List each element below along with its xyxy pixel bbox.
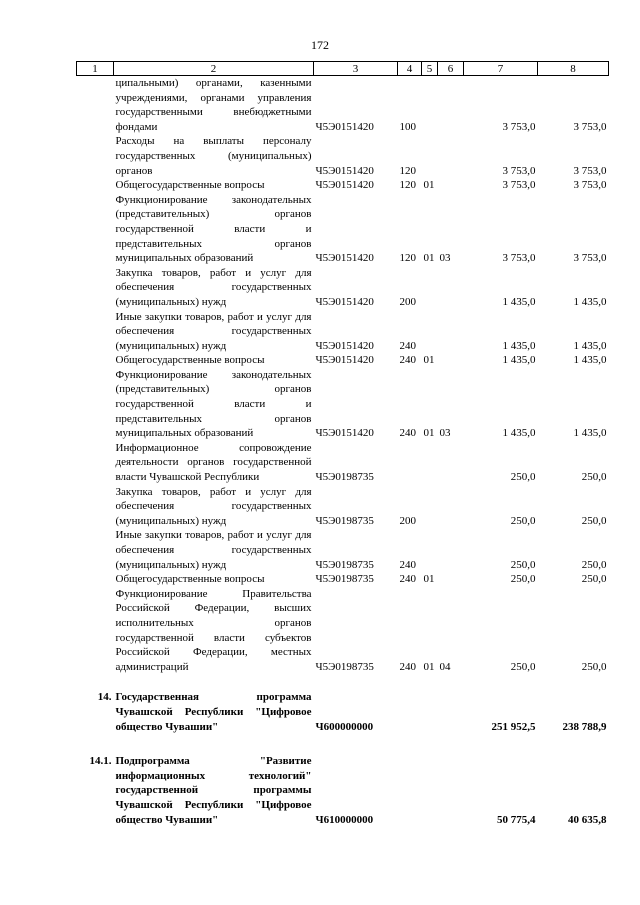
cell-v1: 3 753,0	[502, 252, 536, 265]
cell-name: ципальными) органами, казенными учреждениями, органами управления государственными внебюджетными фондами	[115, 77, 312, 133]
col-header-7: 7	[464, 62, 538, 76]
cell-v1: 250,0	[510, 558, 536, 571]
table-row	[77, 572, 609, 587]
cell-name: Иные закупки товаров, работ и услуг для обеспечения государственных (муниципальных) нужд	[115, 529, 312, 571]
cell-code: Ч5Э0151420	[315, 354, 374, 367]
cell-pr	[438, 754, 464, 827]
cell-name: Закупка товаров, работ и услуг для обеспечения государственных (муниципальных) нужд	[115, 485, 312, 527]
cell-pr	[438, 353, 464, 368]
cell-vr: 240	[399, 427, 416, 440]
cell-num	[77, 178, 114, 193]
cell-name: Функционирование законодательных (представительных) органов государственной власти и представительных органов муниципальных образований	[115, 193, 312, 265]
cell-v2: 1 435,0	[573, 354, 607, 367]
cell-num	[77, 76, 114, 135]
cell-v2: 238 788,9	[562, 720, 607, 733]
cell-num	[77, 310, 114, 354]
cell-v2: 1 435,0	[573, 295, 607, 308]
cell-v2: 3 753,0	[573, 252, 607, 265]
cell-vr: 120	[399, 164, 416, 177]
cell-rz	[422, 441, 438, 485]
table-row	[77, 368, 609, 441]
cell-pr	[438, 528, 464, 572]
cell-code: Ч5Э0198735	[315, 514, 374, 527]
column-header-row	[77, 62, 609, 76]
cell-v2: 3 753,0	[573, 164, 607, 177]
cell-name: Информационное сопровождение деятельности органов государственной власти Чувашской Республики	[115, 441, 312, 484]
cell-code: Ч5Э0151420	[315, 164, 374, 177]
cell-code: Ч610000000	[315, 813, 374, 826]
cell-v1: 3 753,0	[502, 179, 536, 192]
cell-vr: 240	[399, 339, 416, 352]
cell-v1: 3 753,0	[502, 120, 536, 133]
cell-pr: 04	[439, 660, 451, 673]
cell-name: Общегосударственные вопросы	[115, 179, 265, 192]
cell-name: Закупка товаров, работ и услуг для обеспечения государственных (муниципальных) нужд	[115, 266, 312, 308]
cell-num	[77, 193, 114, 266]
cell-v1: 1 435,0	[502, 354, 536, 367]
cell-v2: 3 753,0	[573, 120, 607, 133]
page-number: 172	[311, 38, 329, 52]
cell-num: 14.1.	[89, 755, 112, 768]
cell-v1: 250,0	[510, 660, 536, 673]
cell-name: Расходы на выплаты персоналу государственных (муниципальных) органов	[115, 135, 312, 177]
cell-pr	[438, 441, 464, 485]
cell-num	[77, 587, 114, 675]
cell-v2: 250,0	[581, 573, 607, 586]
cell-num	[77, 572, 114, 587]
cell-num	[77, 353, 114, 368]
cell-pr	[438, 178, 464, 193]
cell-name: Иные закупки товаров, работ и услуг для обеспечения государственных (муниципальных) нужд	[115, 310, 312, 352]
cell-v1: 251 952,5	[491, 720, 536, 733]
table-row	[77, 441, 609, 485]
col-header-8: 8	[538, 62, 609, 76]
table-body	[77, 76, 609, 828]
cell-code: Ч5Э0151420	[315, 120, 374, 133]
cell-pr	[438, 690, 464, 734]
table-row	[77, 587, 609, 675]
table-row	[77, 754, 609, 827]
cell-rz	[422, 485, 438, 529]
col-header-4: 4	[398, 62, 422, 76]
cell-pr	[438, 310, 464, 354]
table-row	[77, 178, 609, 193]
cell-v1: 1 435,0	[502, 339, 536, 352]
cell-v1: 250,0	[510, 573, 536, 586]
col-header-6: 6	[438, 62, 464, 76]
cell-v1: 1 435,0	[502, 427, 536, 440]
cell-rz: 01	[423, 354, 435, 367]
cell-vr	[398, 690, 422, 734]
cell-v1: 250,0	[510, 514, 536, 527]
cell-vr: 120	[399, 252, 416, 265]
cell-num: 14.	[97, 691, 112, 704]
cell-rz: 01	[423, 660, 435, 673]
cell-v1: 50 775,4	[497, 813, 536, 826]
col-header-5: 5	[422, 62, 438, 76]
cell-name: Функционирование законодательных (представительных) органов государственной власти и представительных органов муниципальных образований	[115, 368, 312, 440]
cell-code: Ч5Э0151420	[315, 179, 374, 192]
cell-v1: 1 435,0	[502, 295, 536, 308]
cell-code: Ч5Э0151420	[315, 295, 374, 308]
cell-rz: 01	[423, 573, 435, 586]
cell-vr: 240	[399, 660, 416, 673]
cell-name: Общегосударственные вопросы	[115, 573, 265, 586]
cell-rz: 01	[423, 252, 435, 265]
table-row	[77, 310, 609, 354]
cell-v2: 1 435,0	[573, 339, 607, 352]
table-row	[77, 134, 609, 178]
cell-code: Ч5Э0198735	[315, 573, 374, 586]
cell-pr	[438, 266, 464, 310]
cell-vr: 240	[399, 558, 416, 571]
cell-name: Подпрограмма "Развитие информационных технологий" государственной программы Чувашской Республики "Цифровое общество Чувашии"	[115, 755, 312, 826]
cell-name: Общегосударственные вопросы	[115, 354, 265, 367]
spacer-row	[77, 674, 609, 690]
cell-code: Ч5Э0198735	[315, 471, 374, 484]
budget-table	[76, 61, 609, 827]
cell-code: Ч5Э0198735	[315, 660, 374, 673]
cell-pr: 03	[439, 427, 451, 440]
cell-v2: 250,0	[581, 660, 607, 673]
cell-num	[77, 441, 114, 485]
cell-num	[77, 266, 114, 310]
cell-num	[77, 368, 114, 441]
cell-num	[77, 528, 114, 572]
cell-v2: 3 753,0	[573, 179, 607, 192]
cell-vr	[398, 754, 422, 827]
table-row	[77, 76, 609, 135]
col-header-1: 1	[77, 62, 114, 76]
cell-pr	[438, 134, 464, 178]
col-header-2: 2	[114, 62, 314, 76]
cell-rz: 01	[423, 179, 435, 192]
table-row	[77, 353, 609, 368]
cell-vr	[398, 441, 422, 485]
cell-rz: 01	[423, 427, 435, 440]
cell-rz	[422, 134, 438, 178]
cell-vr: 240	[399, 573, 416, 586]
cell-v2: 250,0	[581, 558, 607, 571]
table-row	[77, 266, 609, 310]
cell-name: Государственная программа Чувашской Республики "Цифровое общество Чувашии"	[115, 691, 312, 733]
cell-rz	[422, 690, 438, 734]
table-row	[77, 485, 609, 529]
table-row	[77, 690, 609, 734]
cell-name: Функционирование Правительства Российской Федерации, высших исполнительных органов государственной власти субъектов Российской Федерации, местных администраций	[115, 587, 312, 673]
cell-v1: 3 753,0	[502, 164, 536, 177]
cell-vr: 100	[399, 120, 416, 133]
cell-pr	[438, 572, 464, 587]
cell-v2: 250,0	[581, 471, 607, 484]
cell-code: Ч600000000	[315, 720, 374, 733]
cell-num	[77, 134, 114, 178]
cell-code: Ч5Э0198735	[315, 558, 374, 571]
cell-v2: 40 635,8	[568, 813, 607, 826]
cell-v1: 250,0	[510, 471, 536, 484]
cell-rz	[422, 528, 438, 572]
cell-code: Ч5Э0151420	[315, 339, 374, 352]
cell-rz	[422, 266, 438, 310]
cell-pr	[438, 485, 464, 529]
cell-rz	[422, 310, 438, 354]
spacer-row	[77, 734, 609, 754]
cell-v2: 250,0	[581, 514, 607, 527]
cell-vr: 200	[399, 514, 416, 527]
cell-vr: 240	[399, 354, 416, 367]
cell-v2: 1 435,0	[573, 427, 607, 440]
cell-pr	[438, 76, 464, 135]
cell-pr: 03	[439, 252, 451, 265]
table-row	[77, 193, 609, 266]
cell-code: Ч5Э0151420	[315, 252, 374, 265]
cell-rz	[422, 754, 438, 827]
table-row	[77, 528, 609, 572]
cell-rz	[422, 76, 438, 135]
cell-num	[77, 485, 114, 529]
cell-vr: 200	[399, 295, 416, 308]
col-header-3: 3	[314, 62, 398, 76]
cell-vr: 120	[399, 179, 416, 192]
cell-code: Ч5Э0151420	[315, 427, 374, 440]
